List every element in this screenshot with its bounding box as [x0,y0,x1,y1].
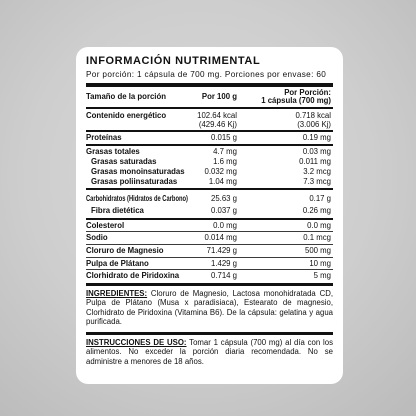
value-per-portion: 0.0 mg [307,221,331,230]
panel-subtitle: Por porción: 1 cápsula de 700 mg. Porciones por envase: 60 [86,70,327,79]
value-per-100g: 0.015 g [210,133,237,142]
nutrient-label-wrapper [86,192,187,205]
nutrition-panel [76,47,343,384]
header-per-portion-line2: 1 cápsula (700 mg) [261,96,331,105]
value-per-portion: 5 mg [313,271,331,280]
value-per-portion: 0.03 mg [302,147,331,156]
carbohydrates-group [86,190,333,218]
nutrient-row-clorhidrato-de-piridoxina [86,270,333,282]
ingredients-text: Cloruro de Magnesio, Lactosa monohidratada CD, Pulpa de Plátano (Musa x paradisiaca), Estearato de magnesio, Clorhidrato de Piridoxina (Vitamina B6). De la cápsula: gelatina y agua purificada. [86,289,333,326]
value-per-portion: 0.011 mg [299,157,331,166]
value-per-100g: 0.0 mg [213,221,237,230]
nutrient-row-grasas-monoinsaturadas [86,167,333,177]
header-per-portion [237,89,333,106]
ingredients-paragraph [86,286,333,332]
header-per-100g: Por 100 g [201,91,237,101]
nutrient-label: Sodio [86,233,108,242]
value-per-100g: 0.032 mg [204,167,237,176]
value-kj: (3.006 Kj) [297,119,331,129]
value-per-100g: 25.63 g [210,194,237,203]
fats-group [86,146,333,188]
nutrient-label: Grasas saturadas [91,157,157,166]
value-per-100g: 4.7 mg [213,147,237,156]
value-per-portion: 3.2 mcg [303,167,331,176]
nutrient-row-cloruro-de-magnesio [86,245,333,257]
value-per-100g: 1.04 mg [208,177,237,186]
nutrient-label: Fibra dietética [91,206,144,215]
nutrient-row-fibra-dietetica [86,205,333,217]
ingredients-heading: INGREDIENTES: [86,289,148,298]
nutrient-row-pulpa-de-platano [86,258,333,269]
nutrient-row-energy [86,109,333,130]
nutrient-label: Grasas monoinsaturadas [91,167,185,176]
value-per-portion: 7.3 mcg [303,177,331,186]
nutrient-label: Contenido energético [86,111,167,120]
value-kcal: 102.64 kcal [197,111,237,120]
value-per-portion: 0.26 mg [302,206,331,215]
value-per-100g [187,112,237,129]
value-per-100g: 1.429 g [210,259,237,268]
value-per-portion: 0.17 g [309,194,331,203]
header-serving-size-label: Tamaño de la porción [86,91,167,101]
nutrient-row-grasas-poliinsaturadas [86,177,333,187]
nutrient-label: Colesterol [86,221,125,230]
nutrient-label: Pulpa de Plátano [86,259,149,268]
value-kcal: 0.718 kcal [295,111,331,120]
nutrient-row-grasas-saturadas [86,157,333,167]
nutrient-label: Cloruro de Magnesio [86,246,164,255]
nutrient-row-sodio [86,232,333,244]
header-per-portion-line1: Por Porción: [284,87,331,97]
instructions-text: Tomar 1 cápsula (700 mg) al día con los alimentos. No exceder la porción diaria recomendada. No se administre a menores de 18 años. [86,338,333,366]
value-per-portion: 500 mg [304,246,331,255]
value-per-portion: 0.1 mcg [303,233,331,242]
value-per-100g: 0.037 g [210,206,237,215]
value-per-portion: 0.19 mg [302,133,331,142]
value-per-100g: 1.6 mg [213,157,237,166]
nutrient-row-carbohidratos [86,192,333,205]
value-per-portion [237,112,333,129]
value-per-100g: 71.429 g [206,246,237,255]
instructions-heading: INSTRUCCIONES DE USO: [86,338,187,348]
nutrient-label: Grasas poliinsaturadas [91,177,178,186]
nutrient-label: Carbohidratos (Hidratos de Carbono) [86,194,188,203]
nutrient-label: Proteínas [86,133,122,142]
value-per-100g: 0.014 mg [204,233,237,242]
instructions-paragraph [86,335,333,366]
nutrient-row-colesterol [86,220,333,231]
value-per-100g: 0.714 g [210,271,237,280]
value-per-portion: 10 mg [309,259,331,268]
table-header-row [86,87,333,107]
nutrient-label: Clorhidrato de Piridoxina [86,271,180,280]
nutrient-row-proteinas [86,132,333,144]
panel-title: INFORMACIÓN NUTRIMENTAL [86,55,261,67]
nutrient-label: Grasas totales [86,147,140,156]
value-kj: (429.46 Kj) [198,119,237,129]
nutrient-row-grasas-totales [86,147,333,157]
